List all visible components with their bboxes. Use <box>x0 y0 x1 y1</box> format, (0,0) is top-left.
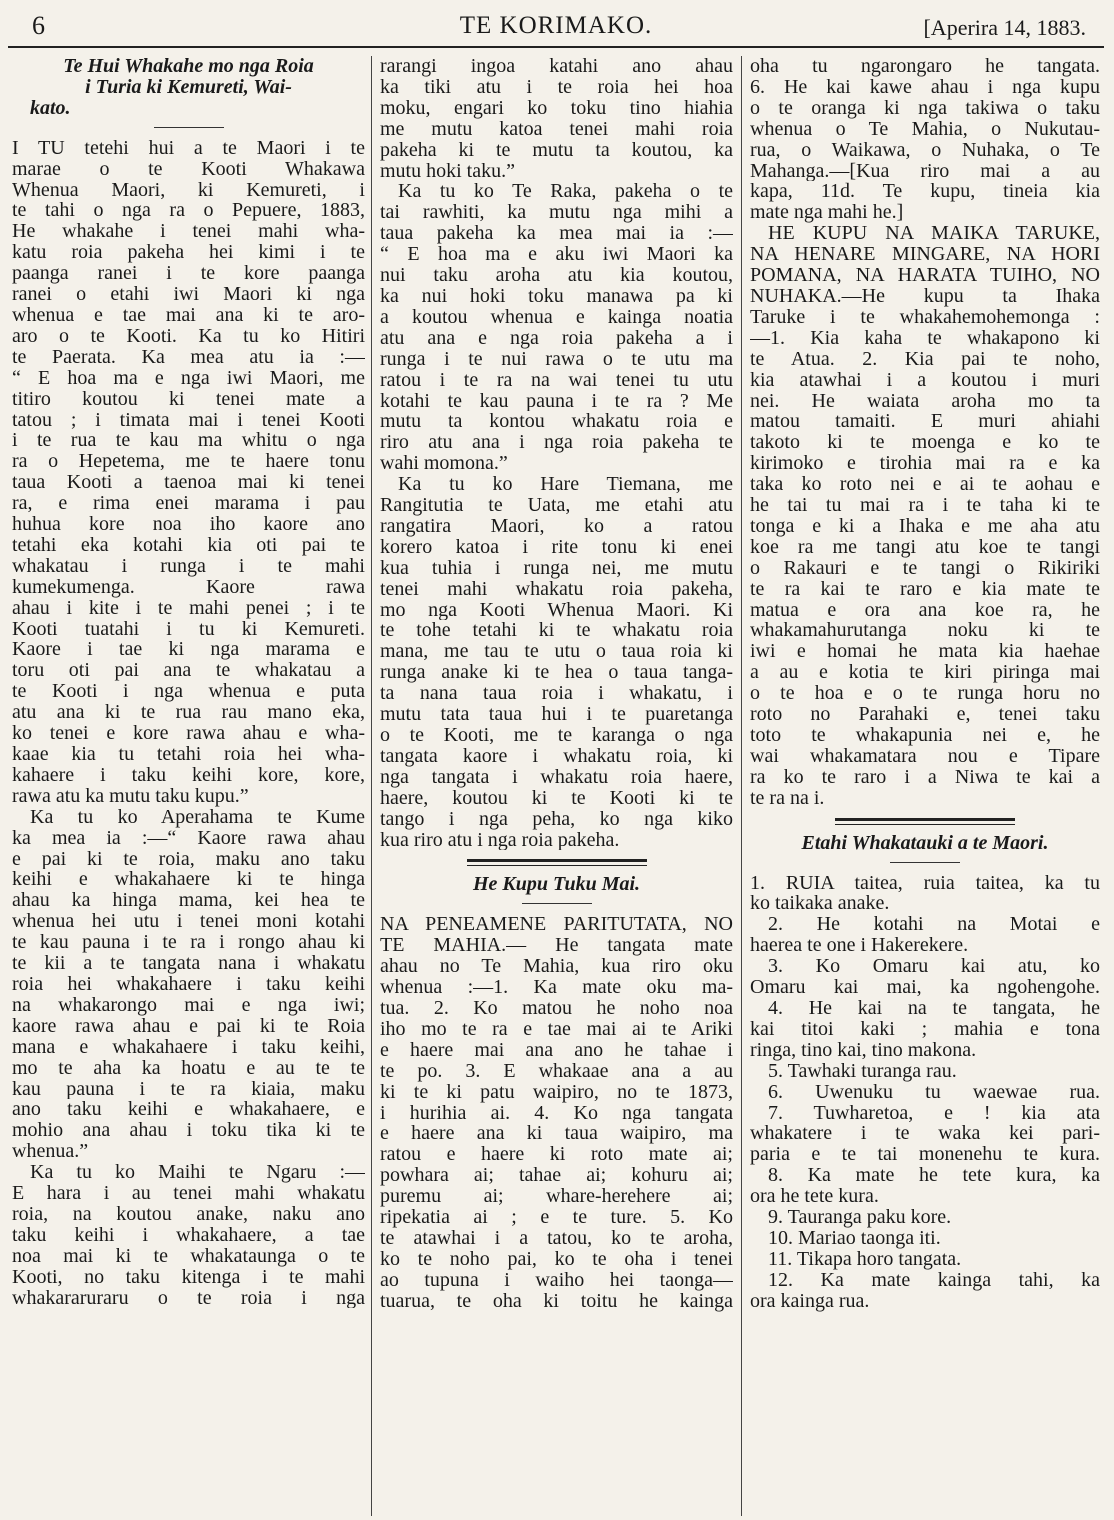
text-line: Kooti tuatahi i tu ki Kemureti. <box>12 618 365 640</box>
text-line: ranei o etahi iwi Maori ki nga <box>12 284 365 305</box>
text-line: ahau i kite i te mahi penei ; i te <box>12 597 365 619</box>
text-line: mutu hoki taku.” <box>380 160 515 182</box>
text-line: katu roia pakeha hei kimi i te <box>12 242 365 264</box>
text-line: runga anake ki te hea o taua tanga- <box>380 662 733 684</box>
text-line: Rangitutia te Uata, me etahi atu <box>380 495 733 516</box>
text-line: mutu ta kontou whakatu roia e <box>380 411 733 433</box>
issue-date: [Aperira 14, 1883. <box>923 15 1086 40</box>
text-line: whenua.” <box>12 1141 89 1163</box>
text-line: Ka tu ko Aperahama te Kume <box>30 806 365 828</box>
text-line: aro o te Kooti. Ka tu ko Hitiri <box>12 325 365 347</box>
article-heading-line: Te Hui Whakahe mo nga Roia <box>63 56 314 77</box>
text-line: roia hei whakahaere i taku keihi <box>12 973 365 995</box>
text-line: te kau pauna i te ra i rongo ahau ki <box>12 932 365 954</box>
text-line: Ka tu ko Te Raka, pakeha o te <box>398 181 733 203</box>
text-line: Ka tu ko Hare Tiemana, me <box>398 474 733 496</box>
text-line: TE MAHIA.— He tangata mate <box>380 935 733 957</box>
text-line: E hara i au tenei mahi whakatu <box>12 1183 365 1204</box>
text-line: 11. Tikapa horo tangata. <box>768 1248 962 1270</box>
text-line: ki te ki patu waipiro, no te 1873, <box>380 1081 733 1103</box>
text-line: ra, e rima enei marama i pau <box>12 493 365 515</box>
text-line: wahi momona.” <box>380 453 508 475</box>
text-line: te Kooti i nga whenua e puta <box>12 681 365 703</box>
text-line: roia, na koutou anake, naku ano <box>12 1203 365 1225</box>
text-line: o te oranga ki nga takiwa o taku <box>750 97 1100 119</box>
text-line: ahau no Te Mahia, kua riro oku <box>380 956 733 978</box>
page-number: 6 <box>32 11 45 40</box>
text-line: oha tu ngarongaro he tangata. <box>750 56 1100 77</box>
text-line: kua tuhia i runga nei, me mutu <box>380 557 733 579</box>
text-line: NA HENARE MINGARE, NA HORI <box>750 244 1100 266</box>
text-line: mate nga mahi he.] <box>750 202 904 224</box>
text-line: kahaere i taku keihi kore, kore, <box>12 764 365 786</box>
text-line: mana, me tau te utu o taua roia ki <box>380 641 733 663</box>
text-line: 4. He kai na te tangata, he <box>768 997 1100 1019</box>
text-line: te tohe tetahi ki te whakatu roia <box>380 620 733 642</box>
text-line: kau pauna i te ra kiaia, maku <box>12 1078 365 1100</box>
text-line: e haere ana ki taua waipiro, ma <box>380 1123 733 1145</box>
text-line: HE KUPU NA MAIKA TARUKE, <box>768 223 1100 245</box>
text-line: na whakarongo mai e nga iwi; <box>12 994 365 1016</box>
text-line: i te rua te kau ma whitu o nga <box>12 430 365 452</box>
text-line: te atawhai i a tatou, ko te aroha, <box>380 1227 733 1249</box>
text-line: te ra kai te raro e kia mate te <box>750 578 1100 600</box>
article-heading-line: Etahi Whakatauki a te Maori. <box>801 832 1049 854</box>
text-line: o te hoa e o te runga horu no <box>750 683 1100 705</box>
text-line: wai whakamatara nou e Tipare <box>750 745 1100 767</box>
text-line: rangatira Maori, ko a ratou <box>380 515 733 537</box>
text-line: whakamahurutanga noku ki te <box>750 620 1100 642</box>
text-line: 7. Tuwharetoa, e ! kia ata <box>768 1102 1100 1124</box>
section-short-rule <box>522 903 592 904</box>
article-heading-line: i Turia ki Kemureti, Wai- <box>85 76 292 98</box>
text-line: 6. Uwenuku tu waewae rua. <box>768 1081 1100 1103</box>
text-line: Ka tu ko Maihi te Ngaru :— <box>30 1162 365 1184</box>
text-line: NA PENEAMENE PARITUTATA, NO <box>380 914 733 936</box>
text-line: 3. Ko Omaru kai atu, ko <box>768 956 1100 978</box>
column-2 <box>372 56 742 1516</box>
text-line: koe ra me tangi atu koe te tangi <box>750 536 1100 558</box>
text-line: kaae kia tu tetahi roia hei wha- <box>12 744 365 765</box>
text-line: matou tamaiti. E muri ahiahi <box>750 411 1100 433</box>
text-line: noa mai ki te whakataunga o te <box>12 1245 365 1267</box>
text-line: tua. 2. Ko matou he noho noa <box>380 997 733 1019</box>
text-line: 12. Ka mate kainga tahi, ka <box>768 1269 1100 1291</box>
text-line: rua, o Waikawa, o Nuhaka, o Te <box>750 139 1100 161</box>
text-line: taku keihi i whakahaere, a tae <box>12 1224 365 1246</box>
text-line: mo te aha ka hoatu e au te te <box>12 1057 365 1079</box>
text-line: whakatere i te waka kei pari- <box>750 1123 1100 1145</box>
text-line: te po. 3. E whakaae ana a au <box>380 1060 733 1082</box>
text-line: he tai tu mai ra i te taha ki te <box>750 495 1100 516</box>
text-line: kotahi te kau pauna i te ra ? Me <box>380 390 733 412</box>
text-line: keihi e whakahaere ki te hinga <box>12 869 365 891</box>
text-line: ta nana taua roia i whakatu, i <box>380 683 733 705</box>
article-heading-line: kato. <box>30 97 71 119</box>
text-line: kia atawhai i a koutou i muri <box>750 369 1100 391</box>
text-line: ao tupuna i waiho hei taonga— <box>380 1269 733 1291</box>
text-line: kapa, 11d. Te kupu, tineia kia <box>750 181 1100 203</box>
text-line: o Rakauri e te tangi o Rikiriki <box>750 557 1100 579</box>
text-line: ra o Hepetema, me te haere tonu <box>12 451 365 473</box>
text-line: tenei mahi whakatu roia pakeha, <box>380 578 733 600</box>
text-line: korero katoa i rite tonu ki enei <box>380 536 733 558</box>
text-line: Kaore i tae ki nga marama e <box>12 639 365 661</box>
text-line: powhara ai; tahae ai; kohuru ai; <box>380 1165 733 1187</box>
text-line: te ra na i. <box>750 787 825 809</box>
text-line: takoto ki te moenga e ko te <box>750 432 1100 454</box>
text-line: tetahi eka kotahi kia oti pai te <box>12 534 365 556</box>
text-line: kai titoi kaki ; mahia e tona <box>750 1018 1100 1040</box>
text-line: me mutu katoa tenei mahi roia <box>380 118 733 140</box>
text-line: paria e te tai monenehu te kura. <box>750 1144 1100 1166</box>
text-line: whenua e tae mai ana ki te aro- <box>12 304 365 326</box>
text-line: e pai ki te roia, maku ano taku <box>12 848 365 870</box>
text-line: a koutou whenua e kainga noatia <box>380 306 733 328</box>
text-line: atu ana e nga roia pakeha a i <box>380 327 733 349</box>
text-line: 2. He kotahi na Motai e <box>768 914 1100 936</box>
text-line: “ E hoa ma e nga iwi Maori, me <box>12 367 365 389</box>
text-line: 8. Ka mate he tete kura, ka <box>768 1165 1100 1187</box>
text-line: iwi e homai he mata kia haehae <box>750 641 1100 663</box>
text-line: NUHAKA.—He kupu ta Ihaka <box>750 285 1100 307</box>
article-heading-line: He Kupu Tuku Mai. <box>472 874 641 896</box>
text-line: huhua kore noa iho kaore ano <box>12 514 365 535</box>
text-line: I TU tetehi hui a te Maori i te <box>12 137 365 159</box>
text-line: Kooti, no taku kitenga i te mahi <box>12 1266 365 1288</box>
text-line: titiro koutou ki tenei mate a <box>12 388 365 410</box>
columns <box>8 56 1104 1516</box>
text-line: nga tangata i whakatu roia haere, <box>380 766 733 788</box>
text-line: runga i te nui rawa o te utu ma <box>380 348 733 370</box>
text-line: He whakahe i tenei mahi wha- <box>12 221 365 243</box>
text-line: tonga e ki a Ihaka e me aha atu <box>750 515 1100 537</box>
text-line: a au e kotia te kiri piringa mai <box>750 662 1100 684</box>
text-line: te tahi o nga ra o Pepuere, 1883, <box>12 200 365 222</box>
section-double-rule <box>835 818 1015 825</box>
text-line: ratou i te ra na wai tenei tu utu <box>380 369 733 391</box>
text-line: tatou ; i timata mai i tenei Kooti <box>12 409 365 431</box>
text-line: taka ko roto nei e ai te aohau e <box>750 474 1100 496</box>
text-line: mana e whakahaere i taku keihi, <box>12 1036 365 1058</box>
text-line: 5. Tawhaki turanga rau. <box>768 1060 957 1082</box>
text-line: ora he tete kura. <box>750 1186 879 1208</box>
text-line: puremu ai; whare-herehere ai; <box>380 1186 733 1208</box>
text-line: ko te noho pai, ko te oha i tenei <box>380 1248 733 1270</box>
text-line: ko taikaka anake. <box>750 893 890 915</box>
text-line: 6. He kai kawe ahau i nga kupu <box>750 76 1100 98</box>
text-line: toto te whakapunia nei e, he <box>750 725 1100 746</box>
text-line: —1. Kia kaha te whakapono ki <box>750 327 1100 349</box>
text-line: iho mo te ra e tae mai ai te Ariki <box>380 1018 733 1040</box>
text-line: whakatau i runga i te mahi <box>12 555 365 577</box>
text-line: ahau ka hinga mama, kei hea te <box>12 890 365 912</box>
text-line: tango i nga peha, ko nga kiko <box>380 808 733 830</box>
text-line: 1. RUIA taitea, ruia taitea, ka tu <box>750 872 1100 894</box>
text-line: ora kainga rua. <box>750 1290 870 1312</box>
section-short-rule <box>890 862 960 863</box>
text-line: rarangi ingoa katahi ano ahau <box>380 56 733 77</box>
text-line: Omaru kai mai, ka ngohengohe. <box>750 977 1100 998</box>
text-line: ka nui hoki toku manawa pa ki <box>380 285 733 307</box>
text-line: toru oti pai ana te whakatau a <box>12 660 365 682</box>
text-line: nui taku aroha atu kia koutou, <box>380 265 733 286</box>
text-line: te kii a te tangata nana i whakatu <box>12 953 365 974</box>
text-line: whenua o Te Mahia, o Nukutau- <box>750 118 1100 140</box>
text-line: ringa, tino kai, tino makona. <box>750 1039 977 1061</box>
text-line: ka tiki atu i te roia hei hoa <box>380 76 733 98</box>
text-line: taua Kooti a taenoa mai ki tenei <box>12 472 365 494</box>
text-line: ripekatia ai ; e te ture. 5. Ko <box>380 1207 733 1228</box>
text-line: Whenua Maori, ki Kemureti, i <box>12 179 365 201</box>
masthead <box>8 6 1104 48</box>
text-line: te Atua. 2. Kia pai te noho, <box>750 348 1100 370</box>
text-line: mohio ana ahau i toku tika ki te <box>12 1120 365 1142</box>
text-line: 9. Tauranga paku kore. <box>768 1207 952 1228</box>
text-line: ka mea ia :—“ Kaore rawa ahau <box>12 827 365 849</box>
text-line: paanga ranei i te kore paanga <box>12 263 365 285</box>
text-line: te Paerata. Ka mea atu ia :— <box>12 346 365 368</box>
text-line: atu ana ki te rua rau mano eka, <box>12 702 365 724</box>
text-line: Mahanga.—[Kua riro mai a au <box>750 160 1100 182</box>
text-line: tangata kaore i whakatu roia, ki <box>380 745 733 767</box>
text-line: marae o te Kooti Whakawa <box>12 158 365 180</box>
text-line: whenua :—1. Ka mate oku ma- <box>380 977 733 998</box>
text-line: o te Kooti, me te karanga o nga <box>380 725 733 746</box>
text-line: matua e ora ana koe ra, he <box>750 599 1100 621</box>
text-line: “ E hoa ma e aku iwi Maori ka <box>380 244 733 266</box>
text-line: whakararuraru o te roia i nga <box>12 1287 365 1309</box>
text-line: POMANA, NA HARATA TUIHO, NO <box>750 265 1100 286</box>
text-line: 10. Mariao taonga iti. <box>768 1227 941 1249</box>
text-line: tai rawhiti, ka mutu nga mihi a <box>380 202 733 224</box>
text-line: roto no Parahaki e, tenei taku <box>750 704 1100 725</box>
text-line: ra ko te raro i a Niwa te kai a <box>750 766 1100 788</box>
text-line: haere, koutou ki te Kooti ki te <box>380 787 733 809</box>
text-line: tuarua, te oha ki toitu he kainga <box>380 1290 733 1312</box>
text-line: kirimoko e tirohia mai ra e ka <box>750 453 1100 475</box>
text-line: haerea te one i Hakerekere. <box>750 935 969 957</box>
text-line: e haere mai ana ano he tahae i <box>380 1039 733 1061</box>
text-line: kua riro atu i nga roia pakeha. <box>380 829 620 851</box>
text-line: ano taku keihi e whakahaere, e <box>12 1099 365 1121</box>
text-line: riro atu ana i nga roia pakeha te <box>380 432 733 454</box>
text-line: kumekumenga. Kaore rawa <box>12 576 365 598</box>
section-short-rule <box>154 127 224 128</box>
text-line: Taruke i te whakahemohemonga : <box>750 306 1100 328</box>
newspaper-title: TE KORIMAKO. <box>459 12 653 39</box>
column-3 <box>742 56 1104 1516</box>
text-line: whenua hei utu i tenei moni kotahi <box>12 911 365 933</box>
text-line: taua pakeha ka mea mai ia :— <box>380 223 733 245</box>
section-double-rule <box>467 859 647 866</box>
text-line: i hurihia ai. 4. Ko nga tangata <box>380 1102 733 1124</box>
text-line: ratou e haere ki roto mate ai; <box>380 1144 733 1166</box>
text-line: moku, engari ko toku tino hiahia <box>380 97 733 119</box>
text-line: ko tenei e kore rawa ahau e wha- <box>12 723 365 744</box>
text-line: pakeha ki te mutu ta koutou, ka <box>380 139 733 161</box>
text-line: mo nga Kooti Whenua Maori. Ki <box>380 599 733 621</box>
column-1 <box>8 56 372 1516</box>
text-line: mutu tata taua hui i te puaretanga <box>380 704 733 725</box>
text-line: nei. He waiata aroha mo ta <box>750 390 1100 412</box>
text-line: rawa atu ka mutu taku kupu.” <box>12 785 249 807</box>
text-line: kaore rawa ahau e pai ki te Roia <box>12 1015 365 1037</box>
